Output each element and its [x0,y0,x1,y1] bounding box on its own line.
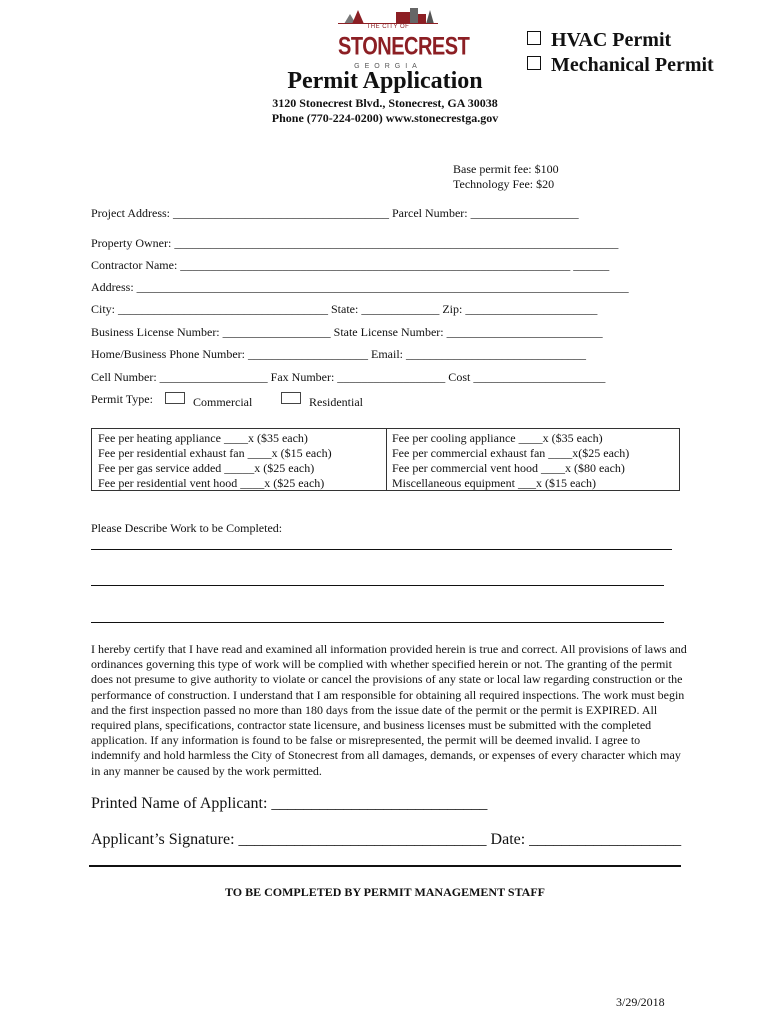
logo-city-text: THE CITY OF [366,24,410,30]
signature-date-field[interactable]: Applicant’s Signature: _______________________________ Date: ___________________ [91,831,682,848]
license-number-field[interactable]: Business License Number: __________________ State License Number: __________________________ [91,325,603,339]
technology-fee: Technology Fee: $20 [453,177,555,191]
permit-type-label: Permit Type: [91,392,153,406]
fee-table [91,428,680,491]
fee-row[interactable]: Fee per residential exhaust fan ____x ($15 each) [98,446,332,460]
footer-date: 3/29/2018 [616,995,665,1009]
residential-label: Residential [309,395,363,409]
city-logo [338,8,470,74]
fee-row[interactable]: Fee per residential vent hood ____x ($25 each) [98,476,325,490]
hvac-checkbox[interactable] [527,31,541,45]
commercial-checkbox[interactable] [165,392,185,404]
base-permit-fee: Base permit fee: $100 [453,162,559,176]
fee-table-right-column [386,429,679,490]
project-address-field[interactable]: Project Address: ____________________________________ Parcel Number: __________________ [91,206,579,220]
residential-option[interactable] [281,392,363,410]
fee-row[interactable]: Fee per commercial exhaust fan ____x($25 each) [392,446,630,460]
fee-row[interactable]: Fee per gas service added _____x ($25 each) [98,461,315,475]
fee-row[interactable]: Fee per heating appliance ____x ($35 each) [98,431,308,445]
address-field[interactable]: Address: __________________________________________________________________________________ [91,280,629,294]
property-owner-field[interactable]: Property Owner: __________________________________________________________________________ [91,236,619,250]
work-description-line[interactable] [91,622,664,623]
work-description-line[interactable] [91,549,672,550]
office-contact: Phone (770-224-0200) www.stonecrestga.gov [271,111,499,125]
fee-row[interactable]: Miscellaneous equipment ___x ($15 each) [392,476,596,490]
hvac-permit-option[interactable] [527,29,671,52]
fee-table-left-column [92,429,387,490]
fee-row[interactable]: Fee per commercial vent hood ____x ($80 each) [392,461,625,475]
logo-name-text: STONECREST [338,33,470,61]
work-description-label: Please Describe Work to be Completed: [91,521,283,535]
cell-fax-cost-field[interactable]: Cell Number: __________________ Fax Number: __________________ Cost ______________________ [91,370,606,384]
commercial-label: Commercial [193,395,253,409]
commercial-option[interactable] [165,392,252,410]
permit-type-row [91,392,153,407]
section-divider [89,865,681,867]
residential-checkbox[interactable] [281,392,301,404]
fee-row[interactable]: Fee per cooling appliance ____x ($35 each) [392,431,603,445]
phone-email-field[interactable]: Home/Business Phone Number: ____________________ Email: ______________________________ [91,347,586,361]
office-address: 3120 Stonecrest Blvd., Stonecrest, GA 30038 [272,96,498,110]
certification-text: I hereby certify that I have read and examined all information provided herein is true and correct. All provisions of laws and ordinances governing this type of work will be complied with whether specified herein or not. The granting of the permit does not presume to give authority to violate or cancel the provisions of any state or local law regarding construction or the performance of construction. I understand that I am responsible for obtaining all required inspections. The work must begin and the first inspection passed no more than 180 days from the issue date of the permit or the permit is EXPIRED. All required plans, specifications, contractor state licensure, and business licenses must be submitted with the completed application. If any information is found to be false or misrepresented, the permit will be deemed invalid. I agree to indemnify and hold harmless the City of Stonecrest from all damages, demands, or expenses of every character which may in any manner be caused by the work permitted. [91,642,687,778]
printed-name-field[interactable]: Printed Name of Applicant: ___________________________ [91,795,488,812]
hvac-permit-label: HVAC Permit [551,29,672,51]
logo-state-text: GEORGIA [354,63,422,70]
mechanical-permit-label: Mechanical Permit [551,54,714,76]
staff-section-heading: TO BE COMPLETED BY PERMIT MANAGEMENT STAFF [224,885,546,899]
page-title: Permit Application [287,68,483,94]
work-description-line[interactable] [91,585,664,586]
contractor-name-field[interactable]: Contractor Name: _________________________________________________________________ ______ [91,258,610,272]
city-state-zip-field[interactable]: City: ___________________________________ State: _____________ Zip: ______________________ [91,302,598,316]
